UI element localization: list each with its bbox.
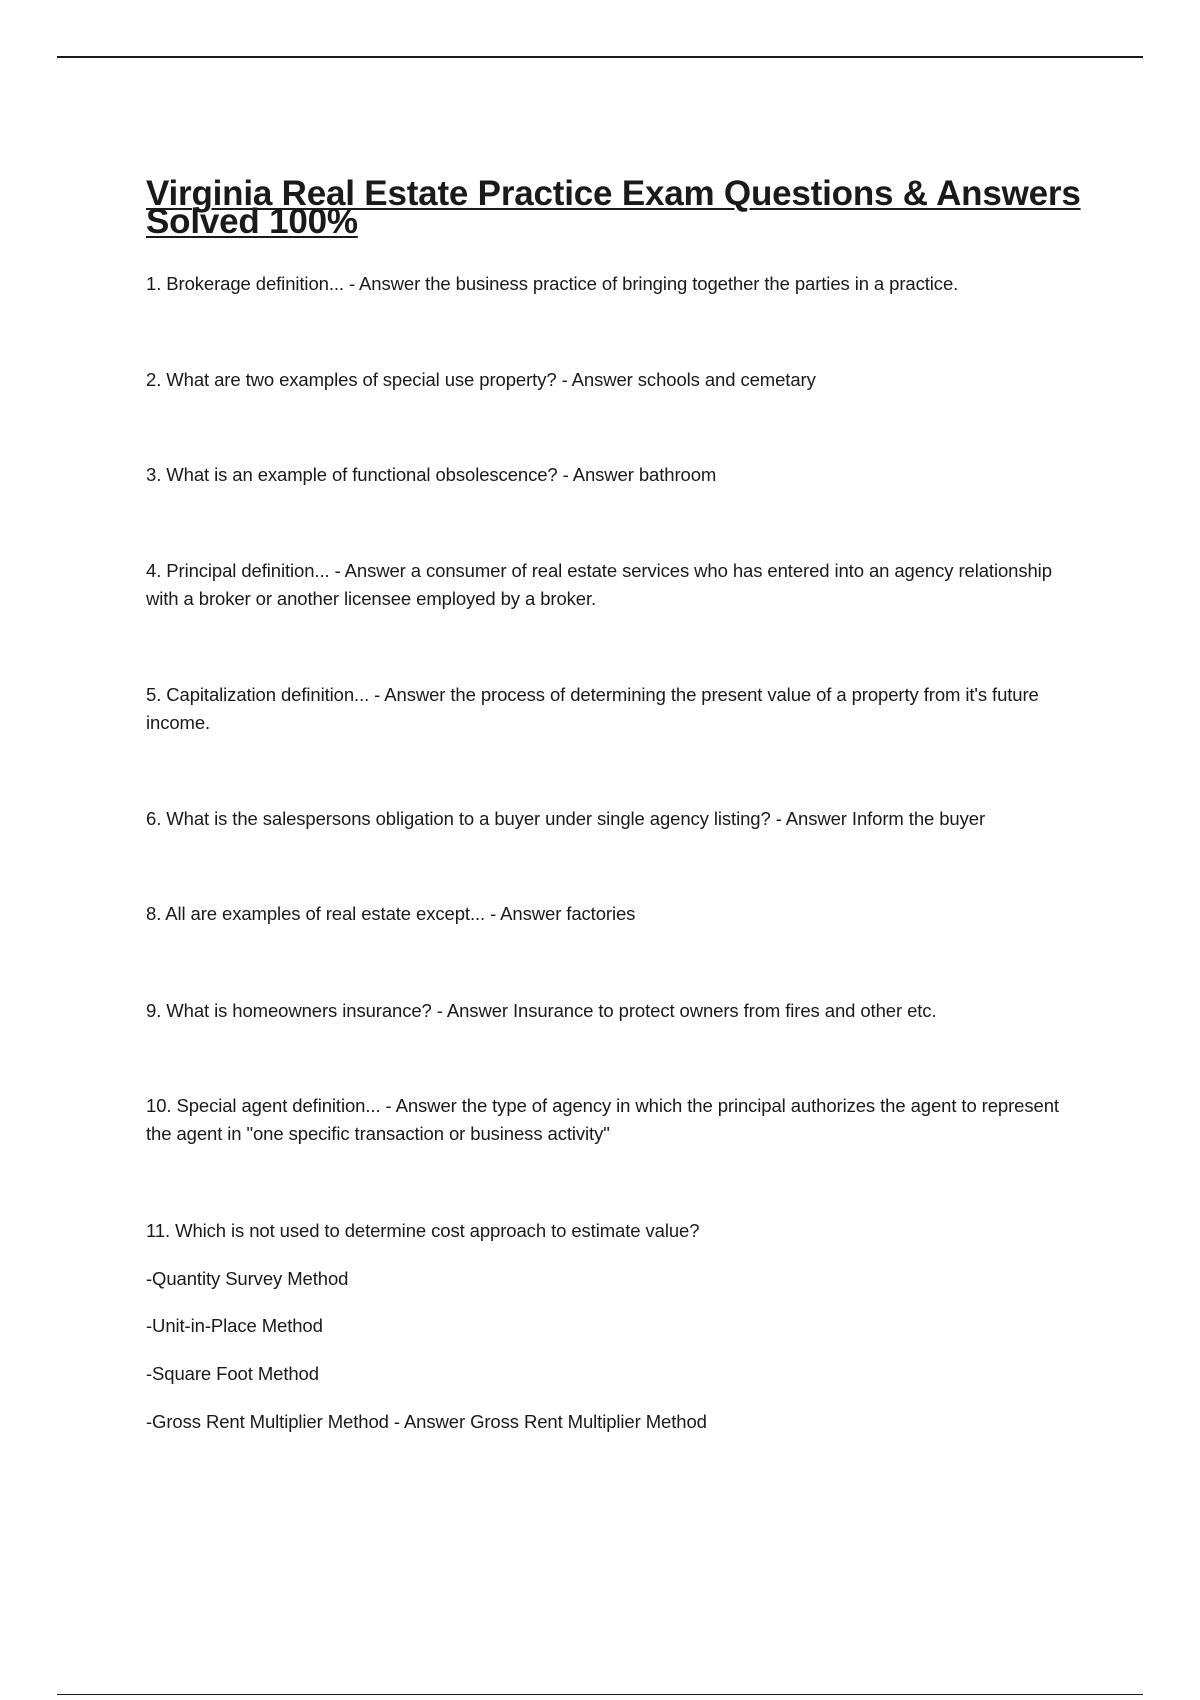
question-9: 9. What is homeowners insurance? - Answer Insurance to protect owners from fires and other etc.: [146, 1000, 937, 1021]
question-1: 1. Brokerage definition... - Answer the business practice of bringing together the parties in a practice.: [146, 273, 959, 294]
document-title: Virginia Real Estate Practice Exam Questions & Answers Solved 100%: [146, 174, 1081, 241]
question-10: 10. Special agent definition... - Answer the type of agency in which the principal authorizes the agent to represent the agent in "one specific transaction or business activity": [146, 1095, 1059, 1144]
option-square-foot: -Square Foot Method: [146, 1363, 319, 1384]
question-4: 4. Principal definition... - Answer a consumer of real estate services who has entered into an agency relationship with a broker or another licensee employed by a broker.: [146, 560, 1052, 609]
option-unit-in-place: -Unit-in-Place Method: [146, 1315, 323, 1336]
option-gross-rent-multiplier: -Gross Rent Multiplier Method - Answer Gross Rent Multiplier Method: [146, 1411, 707, 1432]
question-8: 8. All are examples of real estate except... - Answer factories: [146, 903, 636, 924]
question-5: 5. Capitalization definition... - Answer the process of determining the present value of a property from it's future income.: [146, 684, 1039, 733]
question-3: 3. What is an example of functional obsolescence? - Answer bathroom: [146, 464, 717, 485]
header-rule: [57, 56, 1143, 58]
footer-rule: [57, 1694, 1143, 1695]
question-11: 11. Which is not used to determine cost approach to estimate value?: [146, 1220, 700, 1241]
question-2: 2. What are two examples of special use property? - Answer schools and cemetary: [146, 369, 816, 390]
option-quantity-survey: -Quantity Survey Method: [146, 1268, 349, 1289]
question-6: 6. What is the salespersons obligation to a buyer under single agency listing? - Answer Inform the buyer: [146, 808, 986, 829]
